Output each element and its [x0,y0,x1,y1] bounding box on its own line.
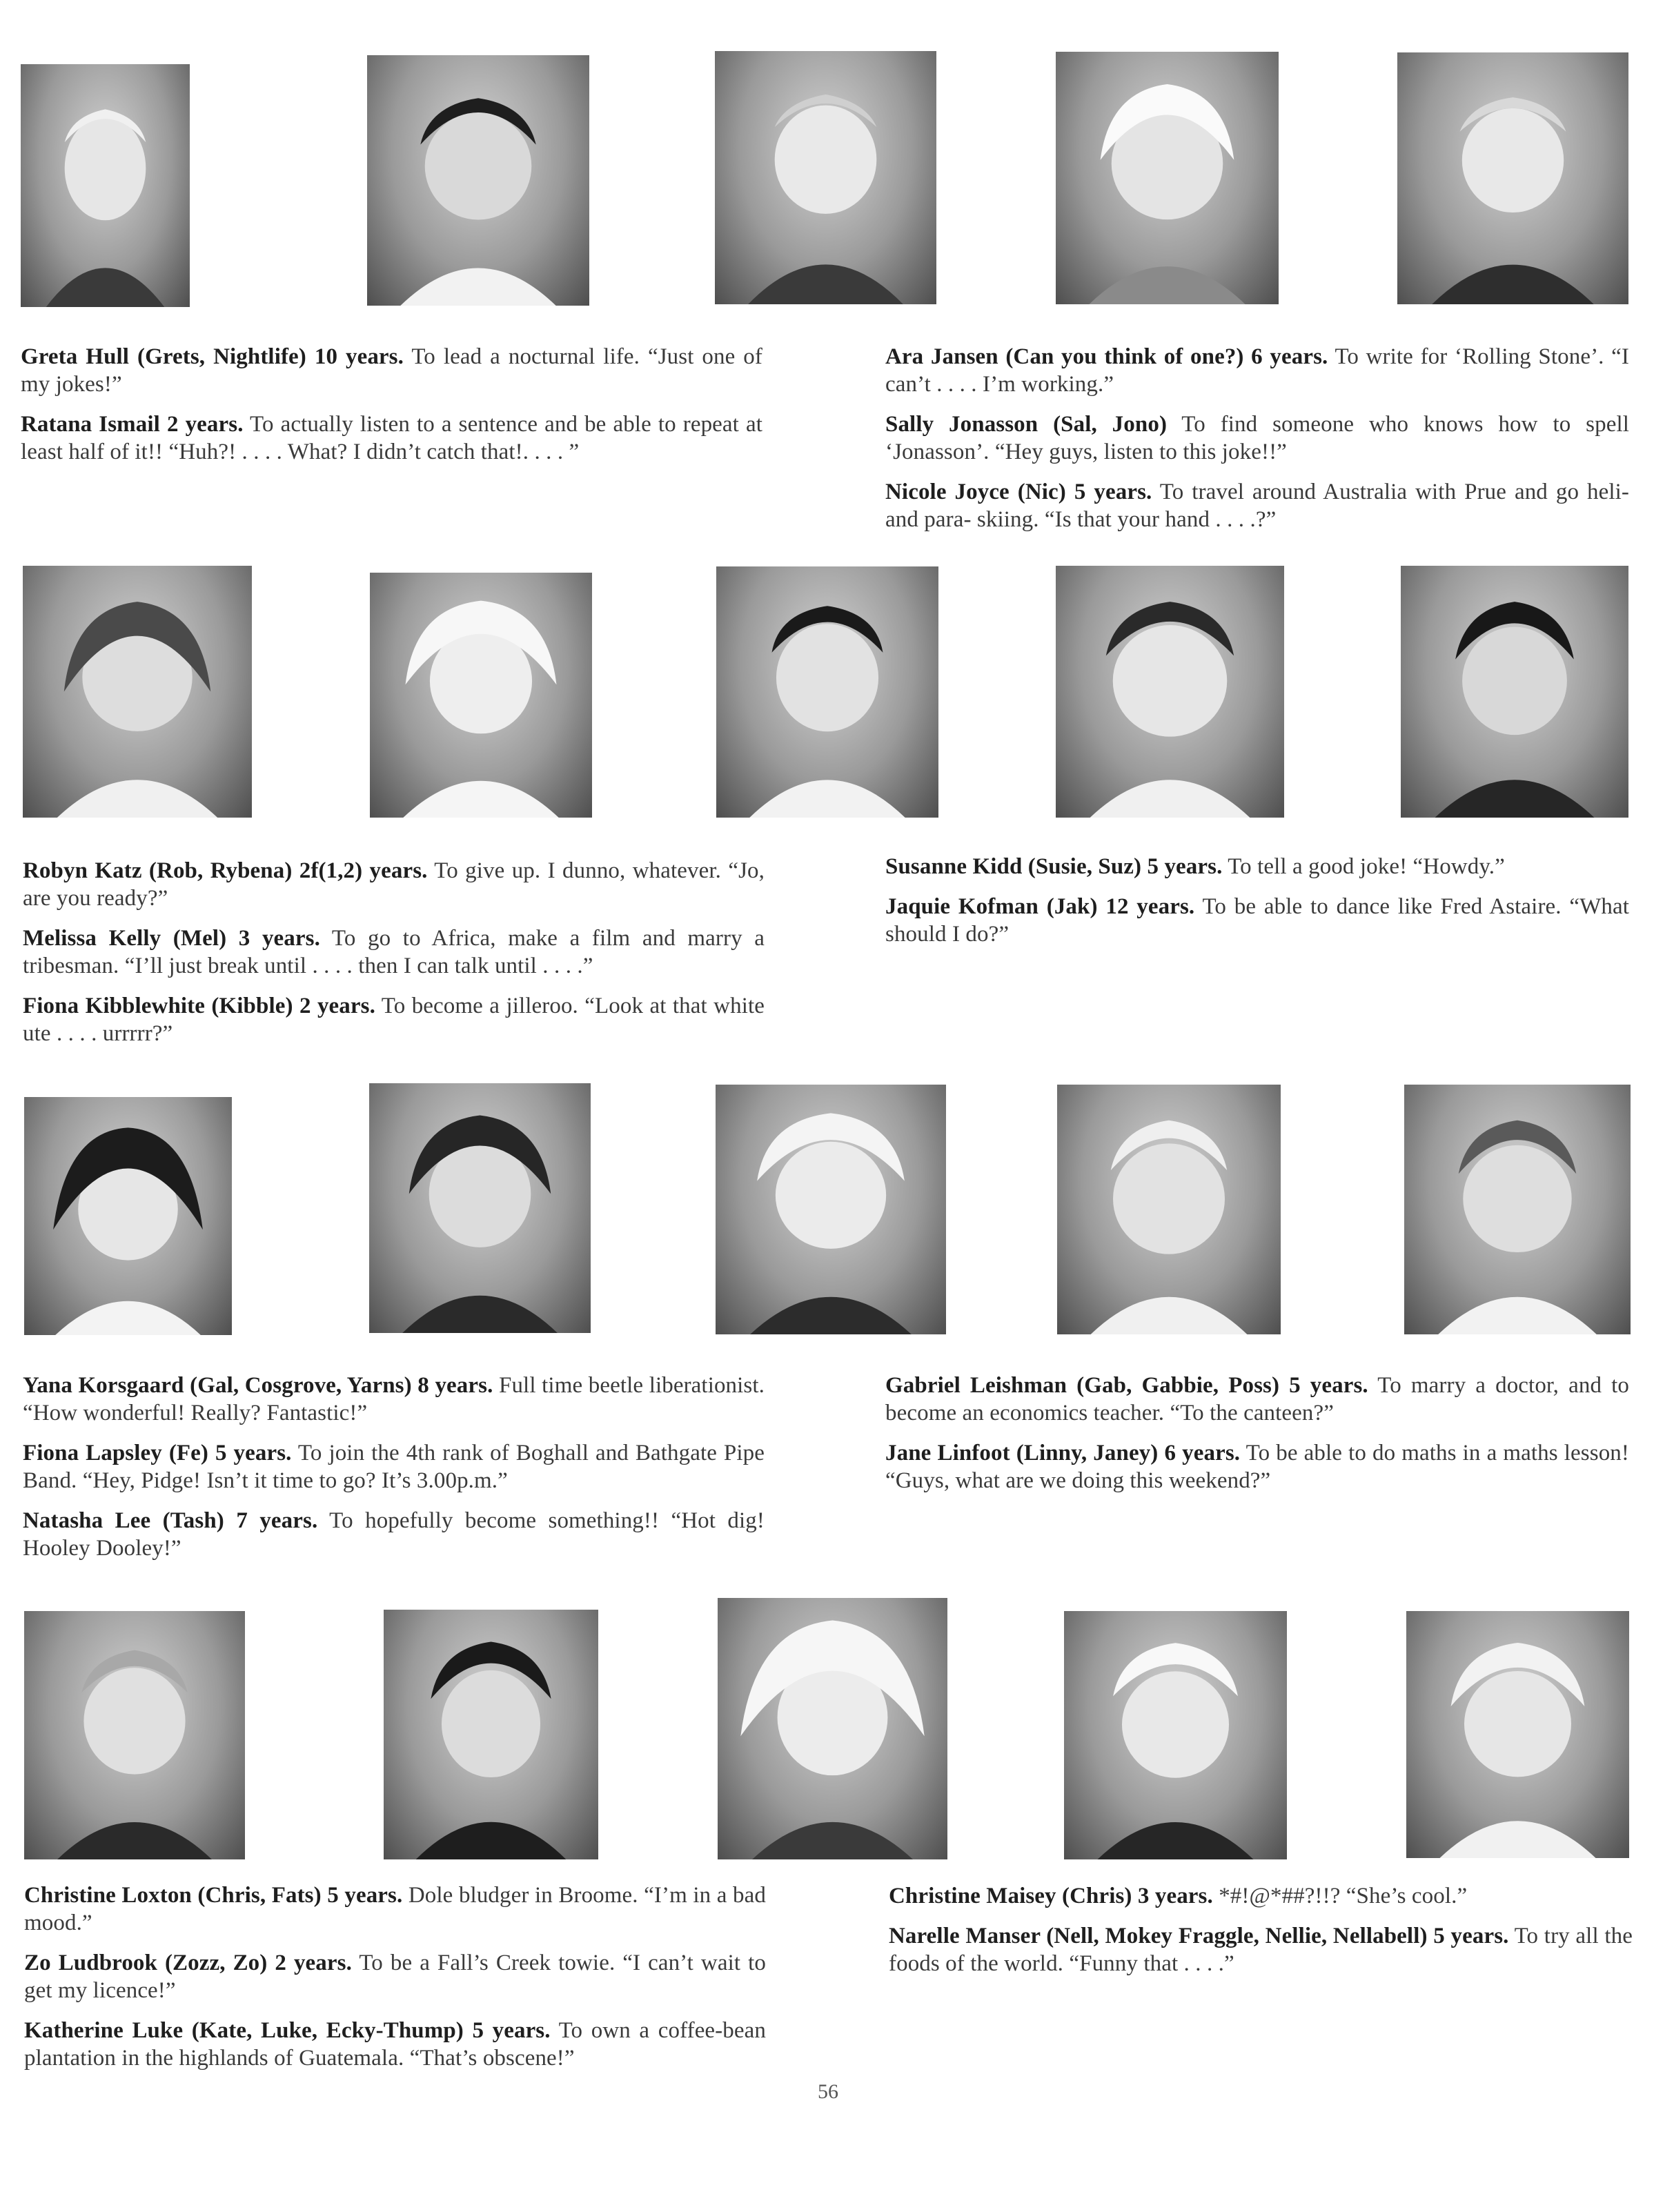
portrait-photo [1057,1085,1281,1334]
student-years: 12 years. [1105,894,1195,919]
portrait-photo [1064,1611,1287,1859]
student-ambition: To marry a doctor, and to become an economics teacher. “To the canteen?” [885,1373,1629,1425]
student-ambition: Dole bludger in Broome. “I’m in a bad mood.” [24,1883,766,1935]
student-years: 5 years. [1074,480,1152,504]
portrait-photo [384,1610,598,1859]
portrait-photo [718,1598,947,1859]
student-name: Gabriel Leishman (Gab, Gabbie, Poss) [885,1373,1280,1398]
student-years: 3 years. [1137,1884,1213,1908]
student-ambition: To give up. I dunno, whatever. “Jo, are you ready?” [23,858,765,911]
student-name: Zo Ludbrook (Zozz, Zo) [24,1951,268,1975]
student-years: 2 years. [166,412,244,437]
portrait-photo [369,1083,591,1333]
student-entry [885,478,1629,533]
student-entry [885,853,1629,880]
student-entry [23,1507,765,1562]
student-years: 5 years. [215,1441,292,1465]
student-entry [885,1372,1629,1427]
student-entry [23,1439,765,1494]
student-name: Ara Jansen (Can you think of one?) [885,344,1244,369]
student-years: 5 years. [327,1883,403,1908]
student-ambition: To lead a nocturnal life. “Just one of my jokes!” [21,344,762,397]
student-entry [885,411,1629,466]
student-ambition: To write for ‘Rolling Stone’. “I can’t . . . . I’m working.” [885,344,1630,397]
portrait-photo [1404,1085,1631,1334]
student-entry [24,2017,766,2072]
student-years: 6 years. [1164,1441,1241,1465]
student-years: 2 years. [299,994,375,1018]
student-name: Greta Hull (Grets, Nightlife) [21,344,306,369]
row4-left-entries [24,1882,766,2084]
student-entry [23,857,765,912]
student-entry [23,925,765,980]
student-entry [885,893,1629,948]
student-ambition: To tell a good joke! “Howdy.” [1228,854,1505,879]
student-ambition: To find someone who knows how to spell ‘Jonasson’. “Hey guys, listen to this joke!!” [885,412,1629,464]
student-years: 10 years. [314,344,404,369]
student-name: Christine Maisey (Chris) [889,1884,1132,1908]
student-years: 5 years. [1289,1373,1368,1398]
page-number: 56 [818,2080,838,2103]
student-entry [24,1949,766,2004]
student-entry [23,992,765,1047]
student-name: Fiona Lapsley (Fe) [23,1441,209,1465]
portrait-photo [1406,1611,1629,1858]
student-years: 7 years. [236,1508,318,1533]
student-years: 2f(1,2) years. [299,858,428,883]
student-entry [23,1372,765,1427]
student-name: Narelle Manser (Nell, Mokey Fraggle, Nellie, Nellabell) [889,1924,1428,1948]
portrait-photo [1397,52,1628,304]
portrait-photo [1401,566,1628,818]
portrait-photo [367,55,589,306]
student-ambition: Full time beetle liberationist. “How wonderful! Really? Fantastic!” [23,1373,765,1425]
student-name: Yana Korsgaard (Gal, Cosgrove, Yarns) [23,1373,412,1398]
portrait-photo [716,1085,946,1334]
student-name: Ratana Ismail [21,412,160,437]
student-entry [21,411,762,466]
portrait-photo [1056,566,1284,818]
student-entry [889,1922,1633,1977]
student-ambition: To join the 4th rank of Boghall and Bathgate Pipe Band. “Hey, Pidge! Isn’t it time to go? It’s 3.00p.m.” [23,1441,765,1493]
student-ambition: To go to Africa, make a film and marry a tribesman. “I’ll just break until . . . . then I can talk until . . . .” [23,926,765,978]
student-entry [889,1882,1633,1910]
row2-right-entries [885,853,1629,960]
student-ambition: To travel around Australia with Prue and go heli- and para- skiing. “Is that your hand . . . .?” [885,480,1629,532]
student-name: Jaquie Kofman (Jak) [885,894,1098,919]
student-name: Robyn Katz (Rob, Rybena) [23,858,293,883]
student-name: Katherine Luke (Kate, Luke, Ecky-Thump) [24,2018,464,2043]
student-entry [21,343,762,398]
student-years: 5 years. [1433,1924,1509,1948]
row1-right-entries [885,343,1629,546]
student-ambition: To actually listen to a sentence and be able to repeat at least half of it!! “Huh?! . . . . What? I didn’t catch that!. . . . ” [21,412,762,464]
portrait-photo [21,64,190,307]
student-ambition: To become a jilleroo. “Look at that white ute . . . . urrrrr?” [23,994,765,1046]
student-name: Melissa Kelly (Mel) [23,926,227,951]
student-years: 8 years. [417,1373,493,1398]
row3-right-entries [885,1372,1629,1507]
student-years: 6 years. [1251,344,1328,369]
portrait-photo [23,566,252,818]
row1-left-entries [21,343,762,478]
row3-left-entries [23,1372,765,1574]
student-ambition: To be able to dance like Fred Astaire. “What should I do?” [885,894,1629,947]
student-name: Natasha Lee (Tash) [23,1508,224,1533]
portrait-photo [370,573,592,818]
row2-left-entries [23,857,765,1060]
student-ambition: To try all the foods of the world. “Funny that . . . .” [889,1924,1633,1976]
portrait-photo [24,1097,232,1335]
student-entry [885,1439,1629,1494]
student-name: Susanne Kidd (Susie, Suz) [885,854,1142,879]
row4-right-entries [889,1882,1633,1990]
student-ambition: To be a Fall’s Creek towie. “I can’t wait to get my licence!” [24,1951,766,2003]
student-ambition: To hopefully become something!! “Hot dig! Hooley Dooley!” [23,1508,765,1561]
student-ambition: *#!@*##?!!? “She’s cool.” [1219,1884,1468,1908]
portrait-photo [716,566,938,818]
portrait-photo [1056,52,1279,304]
student-name: Fiona Kibblewhite (Kibble) [23,994,293,1018]
student-ambition: To own a coffee-bean plantation in the highlands of Guatemala. “That’s obscene!” [24,2018,766,2071]
student-entry [885,343,1629,398]
student-entry [24,1882,766,1937]
student-years: 5 years. [472,2018,551,2043]
portrait-photo [24,1611,245,1859]
student-years: 2 years. [275,1951,352,1975]
student-name: Christine Loxton (Chris, Fats) [24,1883,322,1908]
student-name: Nicole Joyce (Nic) [885,480,1066,504]
portrait-photo [715,51,936,304]
student-ambition: To be able to do maths in a maths lesson! “Guys, what are we doing this weekend?” [885,1441,1629,1493]
student-name: Jane Linfoot (Linny, Janey) [885,1441,1159,1465]
student-name: Sally Jonasson (Sal, Jono) [885,412,1168,437]
student-years: 3 years. [238,926,320,951]
student-years: 5 years. [1147,854,1223,879]
